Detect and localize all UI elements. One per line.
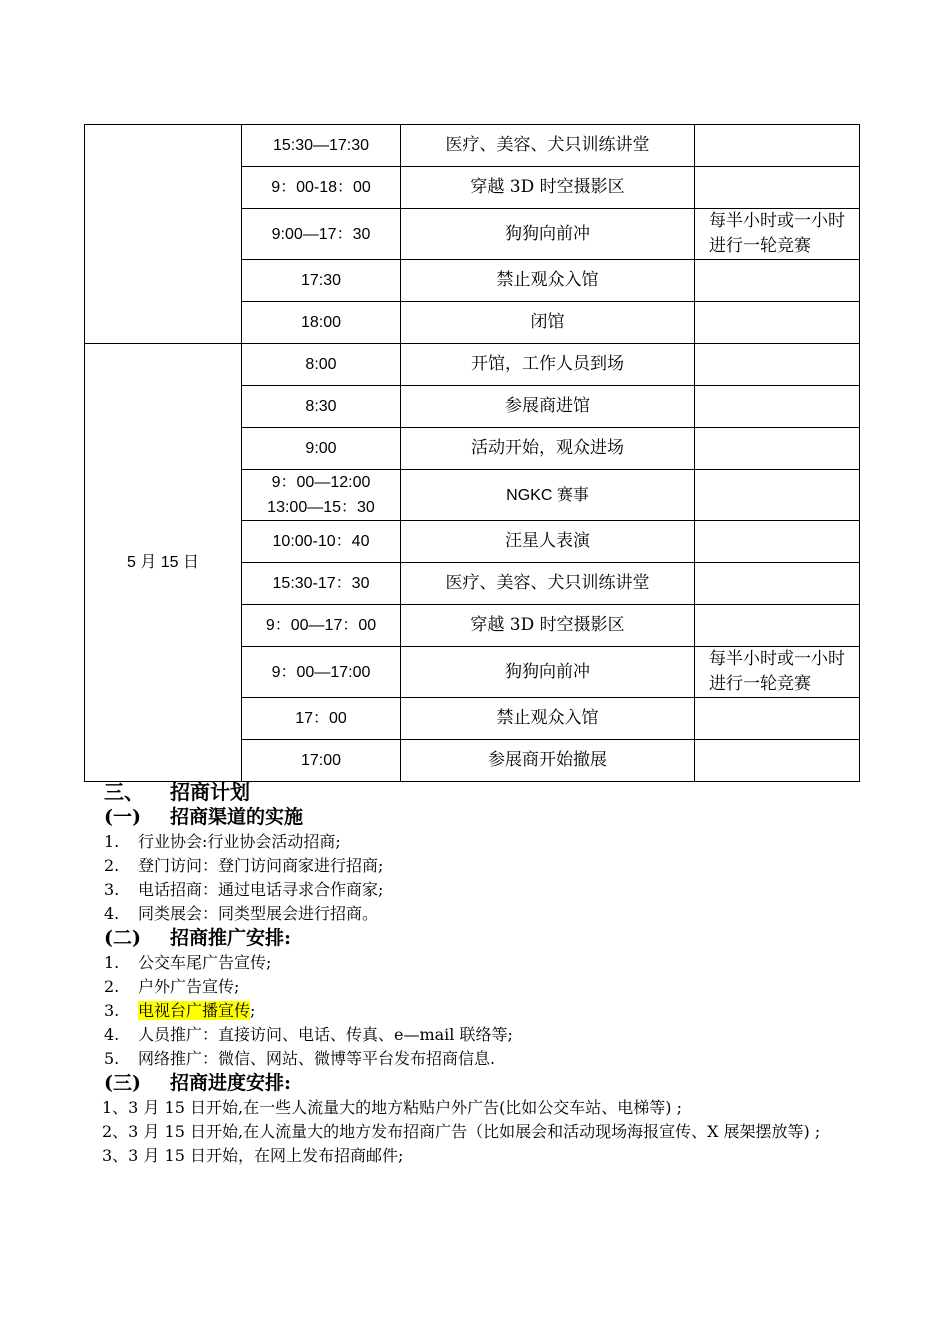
time-cell: 15:30-17：30 [242, 563, 401, 605]
subsection-heading [104, 1071, 874, 1096]
list-index: 5. [104, 1049, 120, 1068]
list-item [104, 902, 874, 926]
activity-cell: 禁止观众入馆 [401, 698, 695, 740]
subsection-number: (二) [104, 927, 141, 949]
table-row [85, 344, 860, 386]
time-cell: 9：00—17：00 [242, 605, 401, 647]
time-cell: 17：00 [242, 698, 401, 740]
time-cell: 10:00-10：40 [242, 521, 401, 563]
subsection-title: 招商推广安排: [170, 927, 292, 949]
list-index: 2. [104, 977, 120, 996]
note-cell: 每半小时或一小时进行一轮竞赛 [695, 209, 860, 260]
activity-cell: 医疗、美容、犬只训练讲堂 [401, 563, 695, 605]
subsection-number: (一) [104, 806, 141, 828]
list-text: 网络推广：微信、网站、微博等平台发布招商信息. [138, 1049, 496, 1068]
list-text: 电话招商：通过电话寻求合作商家; [138, 880, 384, 899]
note-cell [695, 302, 860, 344]
schedule-paragraph: 1、3 月 15 日开始,在一些人流量大的地方粘贴户外广告(比如公交车站、电梯等) ; [102, 1098, 683, 1117]
time-cell: 9:00—17：30 [242, 209, 401, 260]
time-cell: 8:00 [242, 344, 401, 386]
time-cell: 9：00-18：00 [242, 167, 401, 209]
note-cell [695, 470, 860, 521]
schedule-table [84, 124, 860, 782]
list-item [104, 1023, 874, 1047]
note-cell [695, 125, 860, 167]
section-heading [104, 779, 874, 805]
activity-cell: 汪星人表演 [401, 521, 695, 563]
list-item [104, 999, 874, 1023]
list-index: 1. [104, 832, 120, 851]
time-cell: 9:00 [242, 428, 401, 470]
activity-cell: 闭馆 [401, 302, 695, 344]
note-cell [695, 260, 860, 302]
list-index: 3. [104, 1001, 120, 1020]
note-cell [695, 344, 860, 386]
date-cell: 5 月 15 日 [85, 344, 242, 782]
subsection-title: 招商进度安排: [170, 1072, 292, 1094]
schedule-paragraph: 2、3 月 15 日开始,在人流量大的地方发布招商广告（比如展会和活动现场海报宣传、X 展架摆放等) ; [102, 1122, 821, 1141]
activity-cell: 穿越 3D 时空摄影区 [401, 167, 695, 209]
subsection-title: 招商渠道的实施 [170, 806, 304, 828]
list-text: 同类展会：同类型展会进行招商。 [138, 904, 379, 923]
activity-cell: 穿越 3D 时空摄影区 [401, 605, 695, 647]
list-text: 公交车尾广告宣传; [138, 953, 272, 972]
time-cell: 15:30—17:30 [242, 125, 401, 167]
note-cell [695, 605, 860, 647]
activity-cell: NGKC 赛事 [401, 470, 695, 521]
section-number: 三、 [104, 780, 144, 804]
time-cell [242, 470, 401, 521]
section-title: 招商计划 [170, 780, 250, 804]
investment-plan [104, 779, 874, 1168]
list-item [104, 854, 874, 878]
time-cell: 17:00 [242, 740, 401, 782]
time-cell: 9：00—17:00 [242, 647, 401, 698]
highlighted-text: 电视台广播宣传 [138, 1001, 251, 1020]
note-cell [695, 563, 860, 605]
list-item [104, 975, 874, 999]
time-cell: 17:30 [242, 260, 401, 302]
list-item [104, 878, 874, 902]
time-line: 9：00—12:00 [271, 474, 371, 491]
activity-cell: 医疗、美容、犬只训练讲堂 [401, 125, 695, 167]
list-index: 1. [104, 953, 120, 972]
list-item [104, 1047, 874, 1071]
list-text: 行业协会:行业协会活动招商; [138, 832, 341, 851]
subsection-heading [104, 805, 874, 830]
activity-cell: 活动开始，观众进场 [401, 428, 695, 470]
list-index: 3. [104, 880, 120, 899]
list-text-suffix: ; [250, 1001, 256, 1020]
note-cell [695, 386, 860, 428]
note-cell [695, 521, 860, 563]
list-item [104, 830, 874, 854]
list-text: 人员推广：直接访问、电话、传真、e—mail 联络等; [138, 1025, 513, 1044]
note-cell: 每半小时或一小时进行一轮竞赛 [695, 647, 860, 698]
activity-cell: 狗狗向前冲 [401, 209, 695, 260]
activity-cell: 禁止观众入馆 [401, 260, 695, 302]
list-item [104, 951, 874, 975]
time-line: 13:00—15：30 [267, 499, 375, 516]
note-cell [695, 167, 860, 209]
subsection-heading [104, 926, 874, 951]
activity-cell: 狗狗向前冲 [401, 647, 695, 698]
list-text: 登门访问：登门访问商家进行招商; [138, 856, 384, 875]
date-cell [85, 125, 242, 344]
subsection-number: (三) [104, 1072, 141, 1094]
time-cell: 18:00 [242, 302, 401, 344]
time-cell: 8:30 [242, 386, 401, 428]
table-row [85, 125, 860, 167]
activity-cell: 参展商进馆 [401, 386, 695, 428]
list-index: 2. [104, 856, 120, 875]
activity-cell: 开馆，工作人员到场 [401, 344, 695, 386]
list-index: 4. [104, 1025, 120, 1044]
list-text: 户外广告宣传; [138, 977, 240, 996]
note-cell [695, 428, 860, 470]
list-index: 4. [104, 904, 120, 923]
note-cell [695, 698, 860, 740]
note-cell [695, 740, 860, 782]
activity-cell: 参展商开始撤展 [401, 740, 695, 782]
schedule-paragraph: 3、3 月 15 日开始，在网上发布招商邮件; [102, 1146, 404, 1165]
